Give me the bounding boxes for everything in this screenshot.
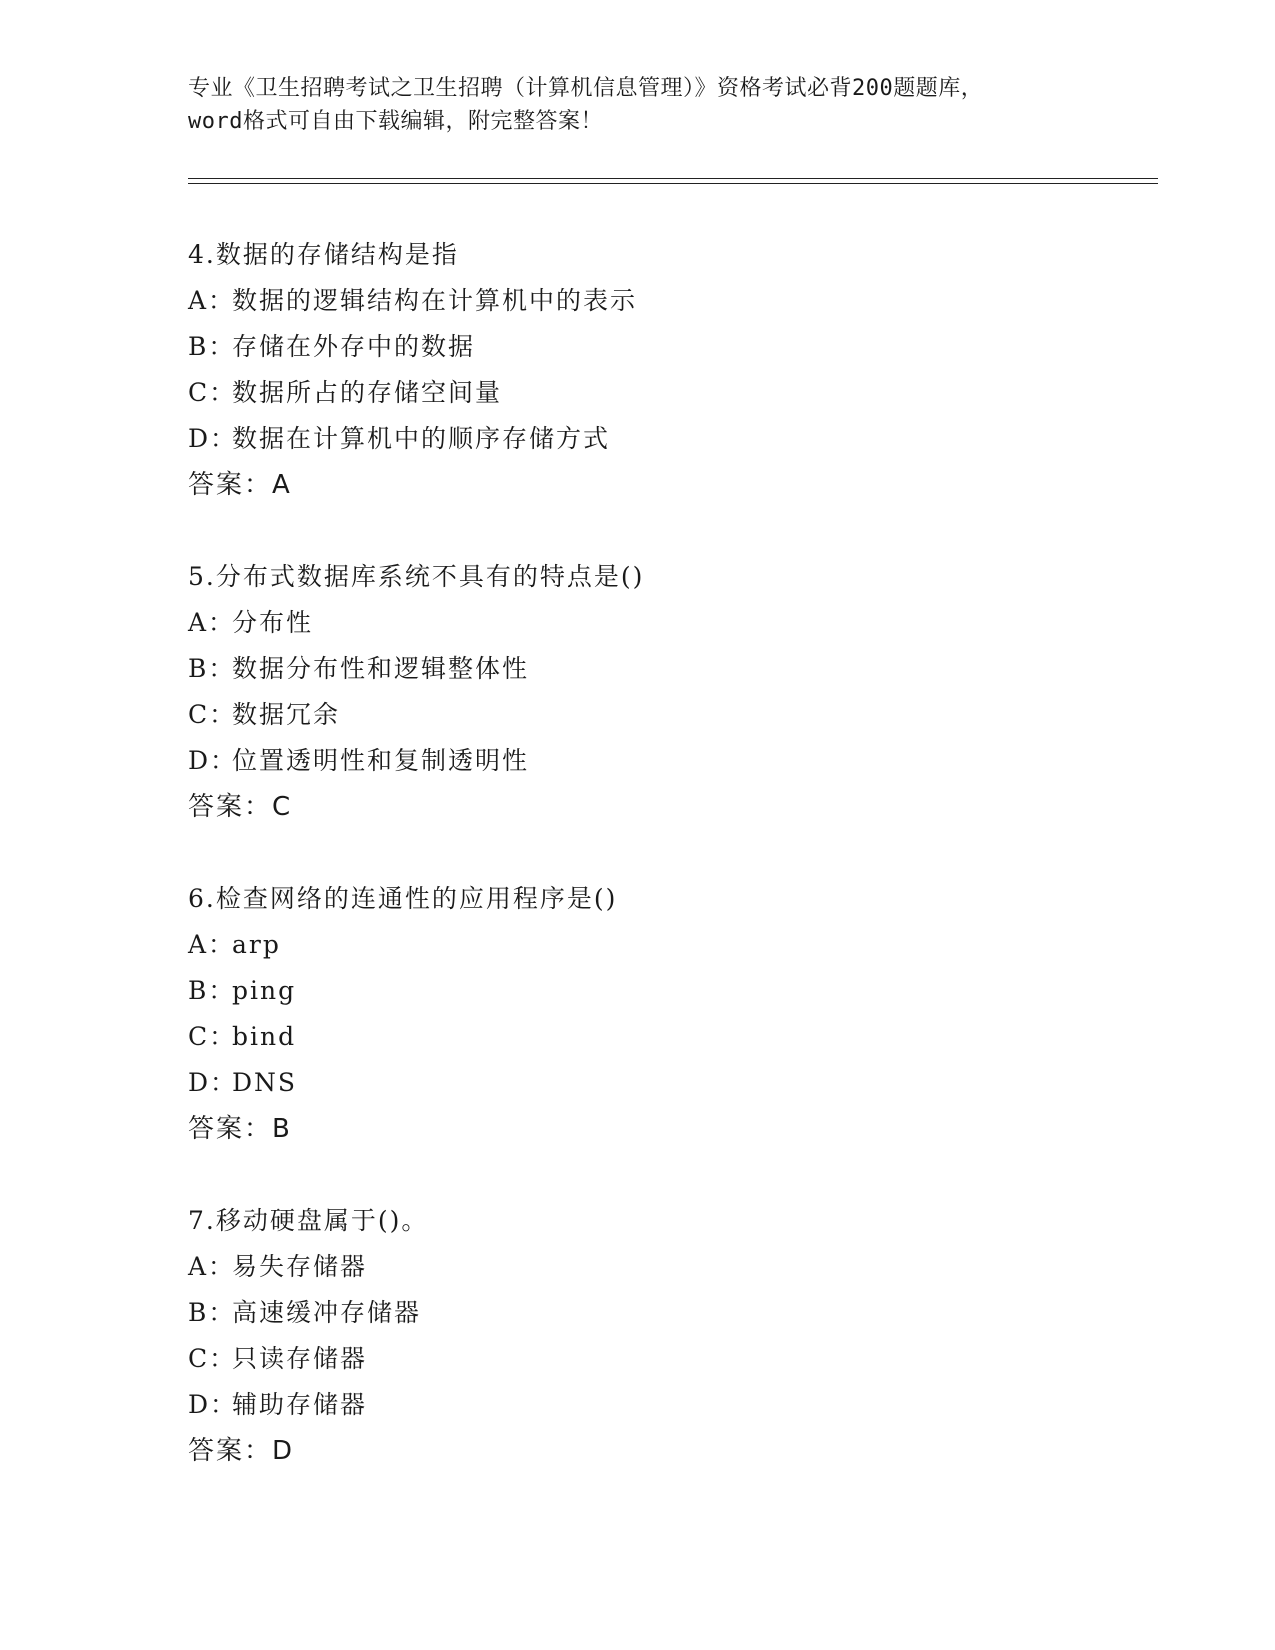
option-a <box>188 600 1138 646</box>
option-text: ping <box>232 976 297 1005</box>
option-text: 只读存储器 <box>232 1344 368 1373</box>
option-label: D： <box>188 1068 238 1097</box>
option-text: DNS <box>232 1068 298 1097</box>
option-label: D： <box>188 1390 238 1419</box>
option-text: 数据所占的存储空间量 <box>232 378 503 407</box>
option-label: B： <box>188 976 236 1005</box>
option-d <box>188 1382 1138 1428</box>
option-c <box>188 1014 1138 1060</box>
option-a <box>188 922 1138 968</box>
answer-line: 答案：B <box>188 1114 292 1144</box>
option-text: arp <box>232 930 281 959</box>
option-label: C： <box>188 378 237 407</box>
option-text: 数据分布性和逻辑整体性 <box>232 654 530 683</box>
question-item <box>188 554 1138 876</box>
option-label: D： <box>188 746 238 775</box>
option-label: D： <box>188 424 238 453</box>
answer-line: 答案：D <box>188 1436 295 1466</box>
question-stem: 4.数据的存储结构是指 <box>188 240 459 269</box>
option-d <box>188 416 1138 462</box>
question-stem: 7.移动硬盘属于()。 <box>188 1206 429 1235</box>
question-item <box>188 232 1138 554</box>
header-title-line1: 专业《卫生招聘考试之卫生招聘（计算机信息管理）》资格考试必背200题题库， <box>188 76 984 101</box>
option-b <box>188 1290 1138 1336</box>
option-label: A： <box>188 608 236 637</box>
option-label: B： <box>188 1298 236 1327</box>
question-stem: 5.分布式数据库系统不具有的特点是() <box>188 562 645 591</box>
question-item <box>188 1198 1138 1520</box>
option-text: 数据在计算机中的顺序存储方式 <box>232 424 611 453</box>
option-c <box>188 370 1138 416</box>
option-text: 辅助存储器 <box>232 1390 368 1419</box>
option-text: bind <box>232 1022 297 1051</box>
option-b <box>188 968 1138 1014</box>
option-text: 存储在外存中的数据 <box>232 332 476 361</box>
option-c <box>188 1336 1138 1382</box>
header-divider-top <box>188 178 1158 179</box>
question-item <box>188 876 1138 1198</box>
option-d <box>188 738 1138 784</box>
option-a <box>188 278 1138 324</box>
option-label: A： <box>188 286 236 315</box>
option-label: B： <box>188 654 236 683</box>
answer-line: 答案：C <box>188 792 293 822</box>
answer-line: 答案：A <box>188 470 292 500</box>
header-title-line2: word格式可自由下载编辑，附完整答案！ <box>188 109 603 134</box>
option-label: C： <box>188 1022 237 1051</box>
option-text: 分布性 <box>232 608 314 637</box>
document-header <box>188 72 1088 138</box>
option-label: A： <box>188 1252 236 1281</box>
option-b <box>188 324 1138 370</box>
option-text: 数据的逻辑结构在计算机中的表示 <box>232 286 638 315</box>
question-list <box>188 232 1138 1520</box>
option-text: 数据冗余 <box>232 700 341 729</box>
header-divider-bottom <box>188 183 1158 184</box>
option-b <box>188 646 1138 692</box>
option-a <box>188 1244 1138 1290</box>
option-label: A： <box>188 930 236 959</box>
option-text: 高速缓冲存储器 <box>232 1298 422 1327</box>
option-text: 易失存储器 <box>232 1252 368 1281</box>
option-label: C： <box>188 1344 237 1373</box>
question-stem: 6.检查网络的连通性的应用程序是() <box>188 884 618 913</box>
option-c <box>188 692 1138 738</box>
option-label: C： <box>188 700 237 729</box>
option-d <box>188 1060 1138 1106</box>
option-label: B： <box>188 332 236 361</box>
option-text: 位置透明性和复制透明性 <box>232 746 530 775</box>
